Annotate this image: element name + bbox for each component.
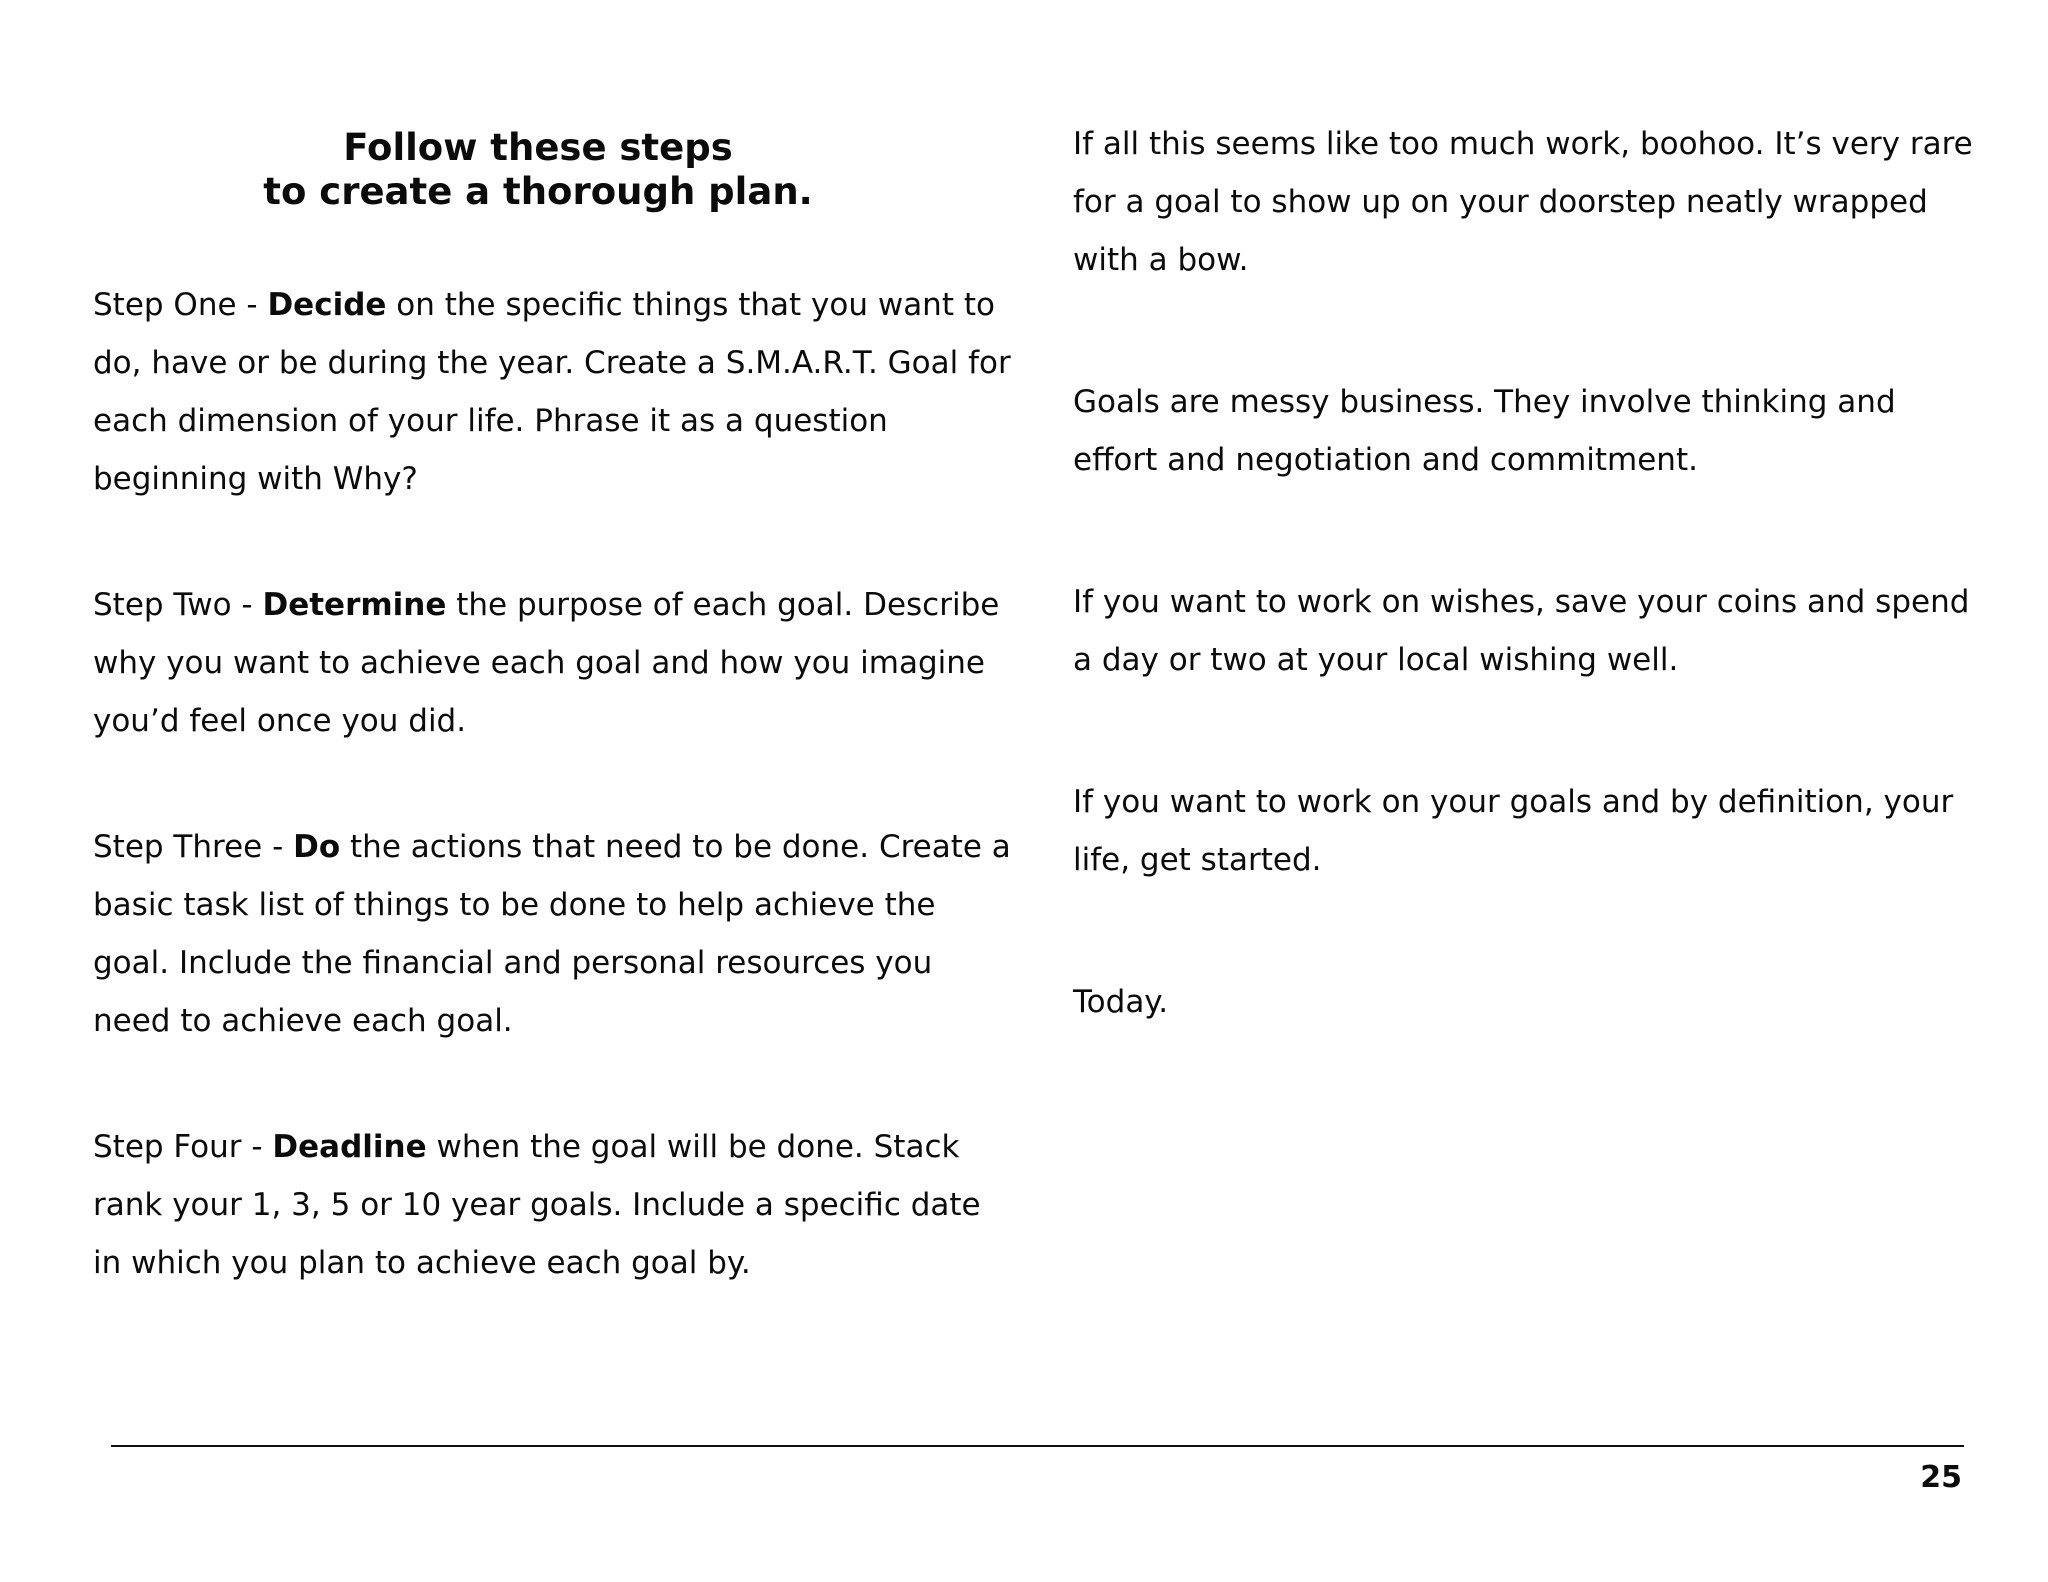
step-four-keyword: Deadline [272,1129,427,1165]
step-three-prefix: Step Three - [93,829,294,865]
right-paragraph: Today. [1073,984,1169,1020]
step-one-prefix: Step One - [93,287,268,323]
steps-column [93,276,1013,1292]
paragraph-spacer [93,508,1013,576]
paragraph-spacer [1073,689,1973,773]
step-four-text: when the goal will be done. Stack rank your 1, 3, 5 or 10 year goals. Include a specific date in which you plan to achieve each goal by. [93,1129,981,1281]
step-four-prefix: Step Four - [93,1129,273,1165]
page-heading [93,126,983,214]
step-one-text: on the specific things that you want to do, have or be during the year. Create a S.M.A.R.T. Goal for each dimension of your life. Phrase it as a question beginning with Why? [93,287,1011,497]
heading-line-1: Follow these steps [343,126,733,169]
paragraph-spacer [1073,289,1973,373]
step-one-keyword: Decide [267,287,387,323]
right-paragraph: If you want to work on your goals and by definition, your life, get started. [1073,784,1954,878]
step-three-paragraph [93,818,1013,1050]
step-three-keyword: Do [293,829,341,865]
paragraph-spacer [1073,889,1973,973]
commentary-column [1073,115,1973,1031]
step-two-paragraph [93,576,1013,750]
step-two-text: the purpose of each goal. Describe why you want to achieve each goal and how you imagine you’d feel once you did. [93,587,1000,739]
heading-line-2: to create a thorough plan. [263,170,813,213]
footer-divider [111,1445,1964,1447]
step-three-text: the actions that need to be done. Create a basic task list of things to be done to help achieve the goal. Include the financial and personal resources you need to achieve each goal. [93,829,1011,1039]
paragraph-spacer [93,750,1013,818]
paragraph-spacer [93,1050,1013,1118]
page-number: 25 [1920,1460,1962,1495]
right-paragraph: If all this seems like too much work, boohoo. It’s very rare for a goal to show up on your doorstep neatly wrapped with a bow. [1073,126,1973,278]
step-two-keyword: Determine [262,587,447,623]
step-four-paragraph [93,1118,1013,1292]
step-one-paragraph [93,276,1013,508]
right-paragraph: If you want to work on wishes, save your coins and spend a day or two at your local wishing well. [1073,584,1970,678]
paragraph-spacer [1073,489,1973,573]
right-paragraph: Goals are messy business. They involve thinking and effort and negotiation and commitment. [1073,384,1896,478]
step-two-prefix: Step Two - [93,587,263,623]
